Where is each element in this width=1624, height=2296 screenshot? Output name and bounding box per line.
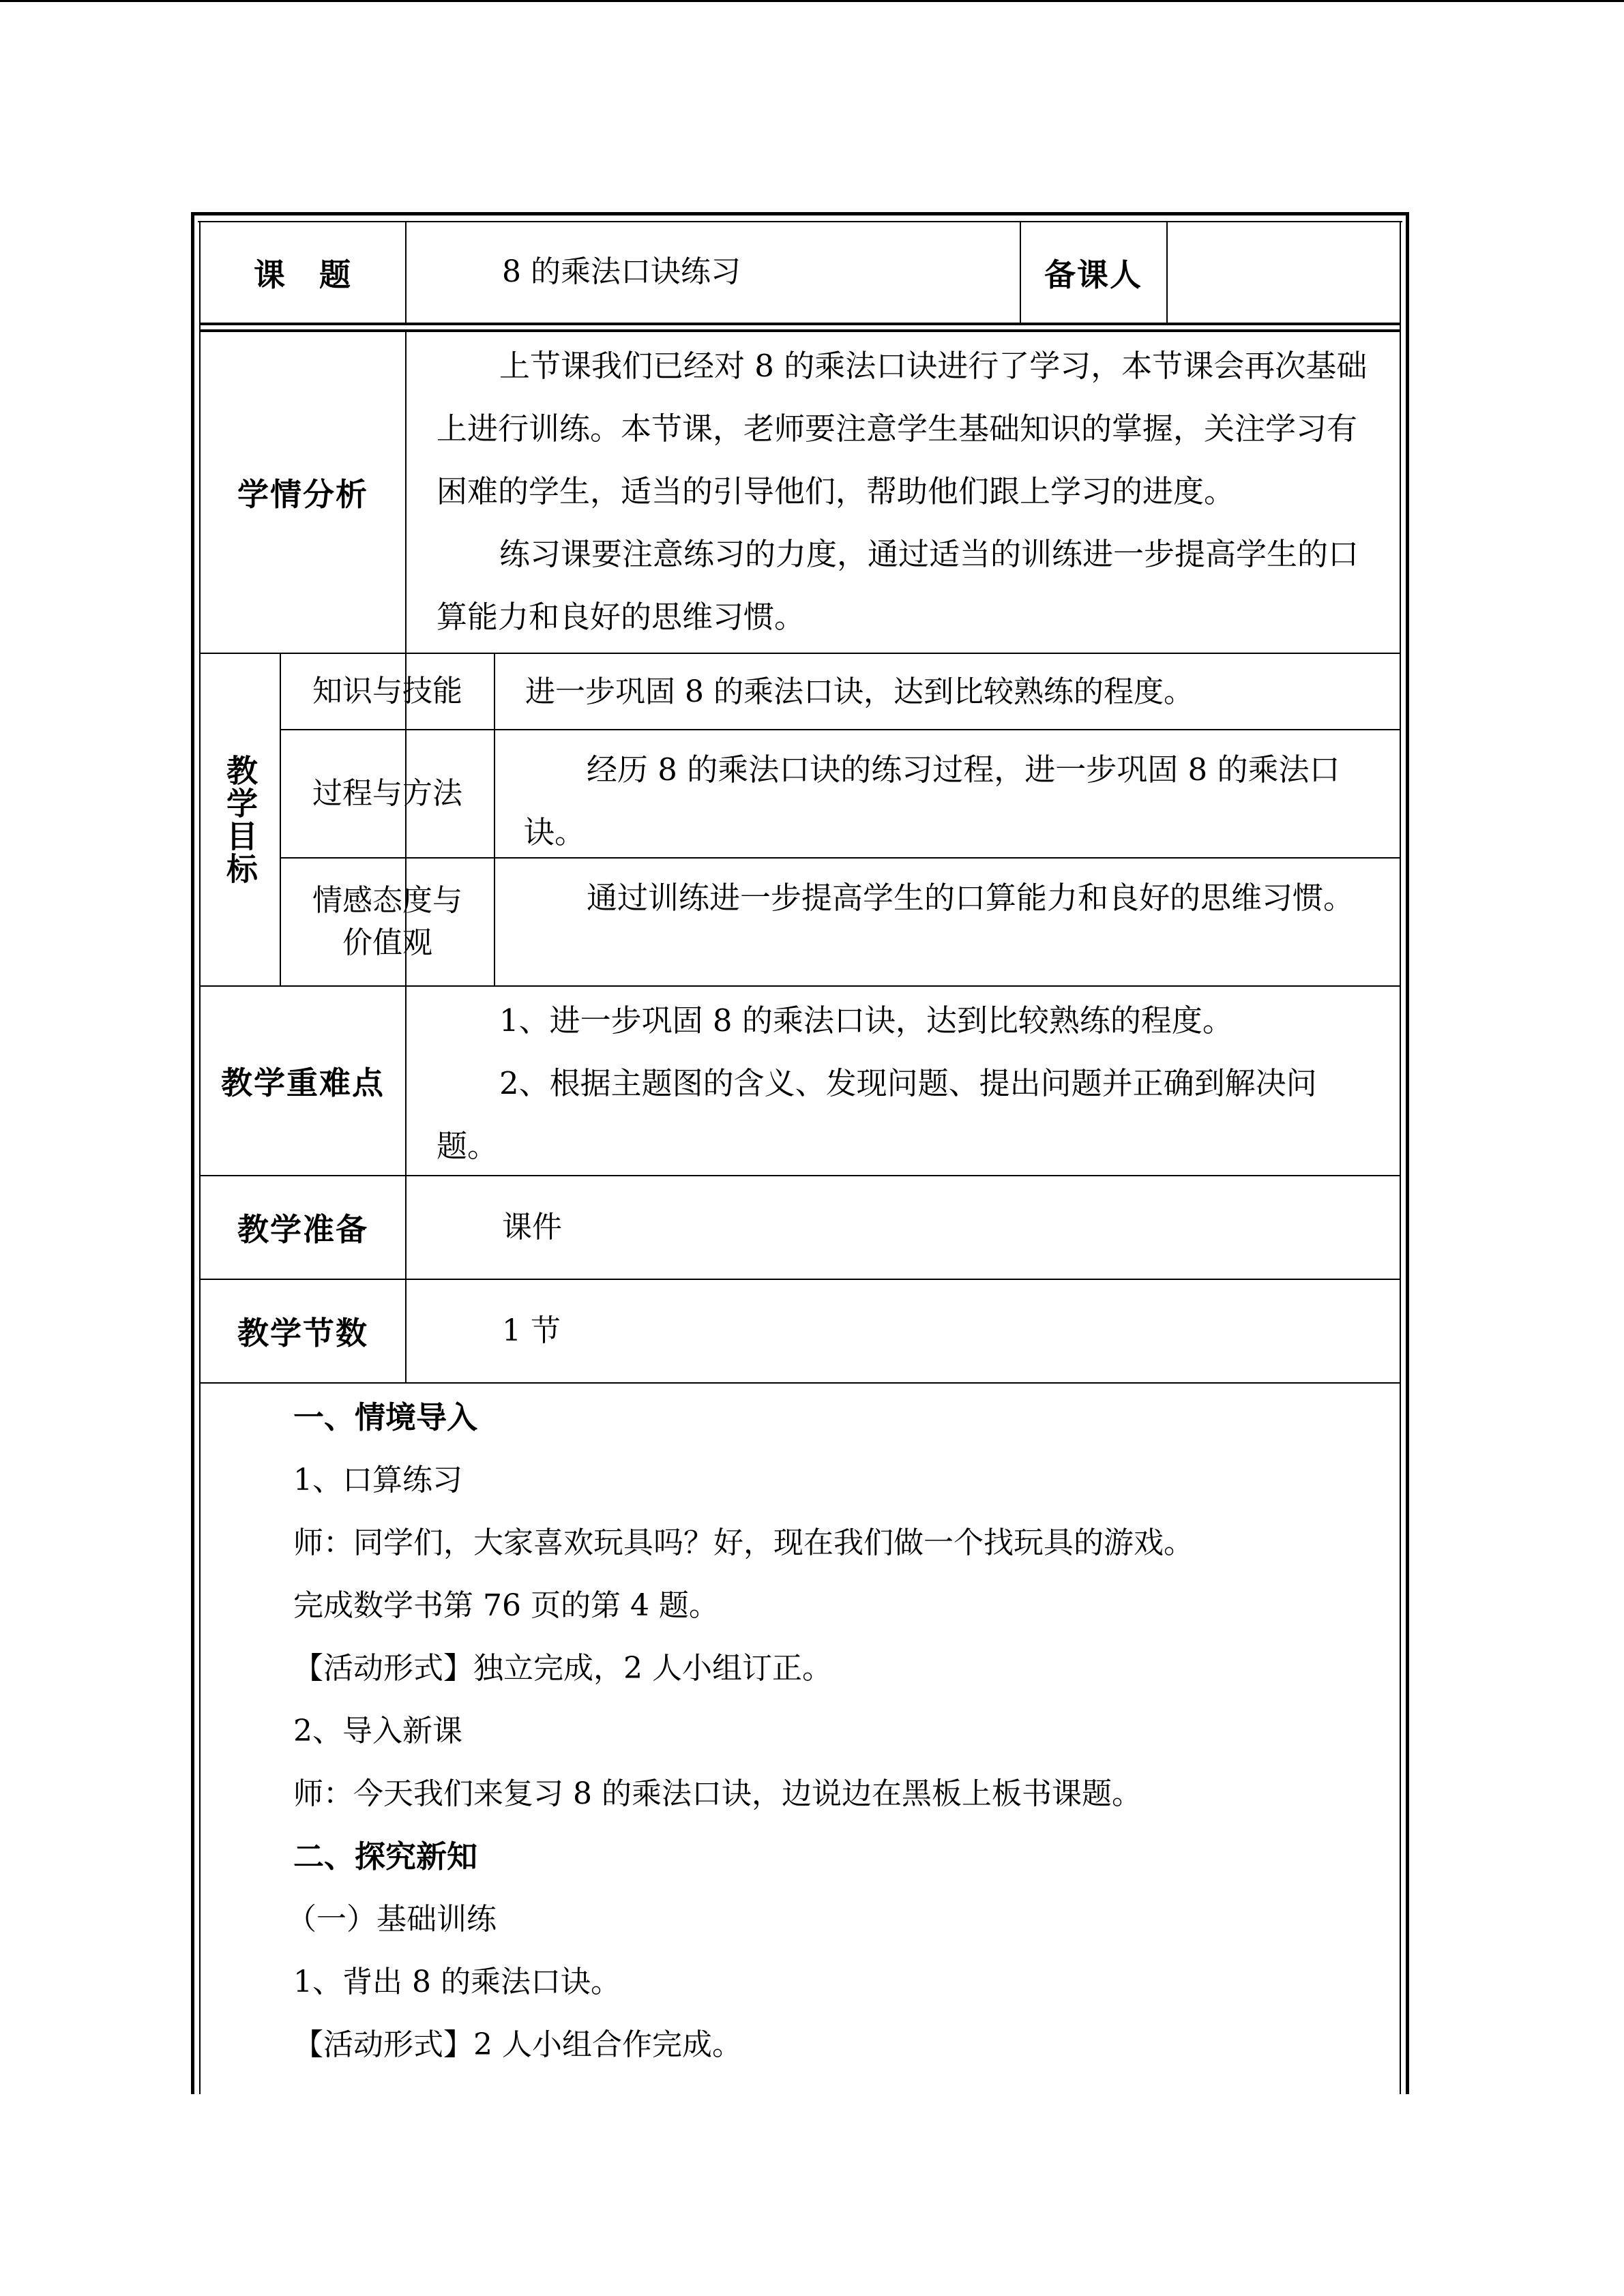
objective-name-knowledge: 知识与技能 bbox=[312, 674, 462, 709]
body-line: 完成数学书第 76 页的第 4 题。 bbox=[293, 1588, 719, 1623]
body-line: 师：今天我们来复习 8 的乘法口诀，边说边在黑板上板书课题。 bbox=[293, 1776, 1142, 1811]
keypoint-1: 1、进一步巩固 8 的乘法口诀，达到比较熟练的程度。 bbox=[499, 1002, 1233, 1039]
periods-value: 1 节 bbox=[502, 1313, 561, 1348]
lesson-plan-table bbox=[191, 212, 1409, 2094]
body-line: 1、口算练习 bbox=[293, 1463, 462, 1497]
objective-text-process: 经历 8 的乘法口诀的练习过程，进一步巩固 8 的乘法口诀。 bbox=[524, 751, 1340, 850]
table-border bbox=[405, 221, 407, 323]
preparation-value: 课件 bbox=[502, 1210, 562, 1244]
table-border bbox=[1406, 212, 1409, 2094]
table-border bbox=[494, 653, 495, 985]
body-line: 师：同学们，大家喜欢玩具吗？好，现在我们做一个找玩具的游戏。 bbox=[293, 1525, 1194, 1560]
objective-text-knowledge: 进一步巩固 8 的乘法口诀，达到比较熟练的程度。 bbox=[525, 674, 1194, 709]
topic-label: 课 题 bbox=[254, 256, 352, 293]
periods-label: 教学节数 bbox=[237, 1315, 368, 1352]
top-border-line bbox=[0, 0, 1624, 2]
section-heading-2: 二、探究新知 bbox=[293, 1838, 478, 1875]
body-line: 2、导入新课 bbox=[293, 1714, 462, 1748]
body-line: 【活动形式】2 人小组合作完成。 bbox=[293, 2027, 742, 2062]
table-border bbox=[191, 212, 194, 2094]
keypoint-2: 2、根据主题图的含义、发现问题、提出问题并正确到解决问题。 bbox=[437, 1065, 1317, 1164]
table-border bbox=[199, 323, 1401, 325]
table-border bbox=[199, 1382, 1401, 1384]
body-line: （一）基础训练 bbox=[286, 1902, 497, 1937]
analysis-label: 学情分析 bbox=[237, 476, 368, 513]
objective-name-attitude: 情感态度与价值观 bbox=[312, 883, 462, 960]
table-border bbox=[191, 212, 1409, 215]
section-heading-1: 一、情境导入 bbox=[293, 1399, 478, 1435]
body-line: 1、背出 8 的乘法口诀。 bbox=[293, 1965, 621, 1999]
preparer-value bbox=[1168, 222, 1400, 323]
analysis-paragraph-1: 上节课我们已经对 8 的乘法口诀进行了学习，本节课会再次基础上进行训练。本节课，老师要注意学生基础知识的掌握，关注学习有困难的学生，适当的引导他们，帮助他们跟上学习的进度。 bbox=[437, 348, 1368, 509]
objective-text-attitude: 通过训练进一步提高学生的口算能力和良好的思维习惯。 bbox=[587, 880, 1355, 916]
topic-value: 8 的乘法口诀练习 bbox=[502, 254, 741, 289]
preparer-label: 备课人 bbox=[1044, 256, 1142, 293]
analysis-paragraph-2: 练习课要注意练习的力度，通过适当的训练进一步提高学生的口算能力和良好的思维习惯。 bbox=[437, 536, 1359, 635]
keypoints-label: 教学重难点 bbox=[221, 1064, 385, 1101]
objectives-label bbox=[201, 654, 280, 985]
body-line: 【活动形式】独立完成，2 人小组订正。 bbox=[293, 1651, 832, 1686]
preparation-label: 教学准备 bbox=[237, 1211, 368, 1248]
table-border bbox=[1400, 221, 1401, 2094]
objective-name-process: 过程与方法 bbox=[312, 776, 462, 811]
objectives-label-text: 教学目标 bbox=[222, 754, 259, 885]
